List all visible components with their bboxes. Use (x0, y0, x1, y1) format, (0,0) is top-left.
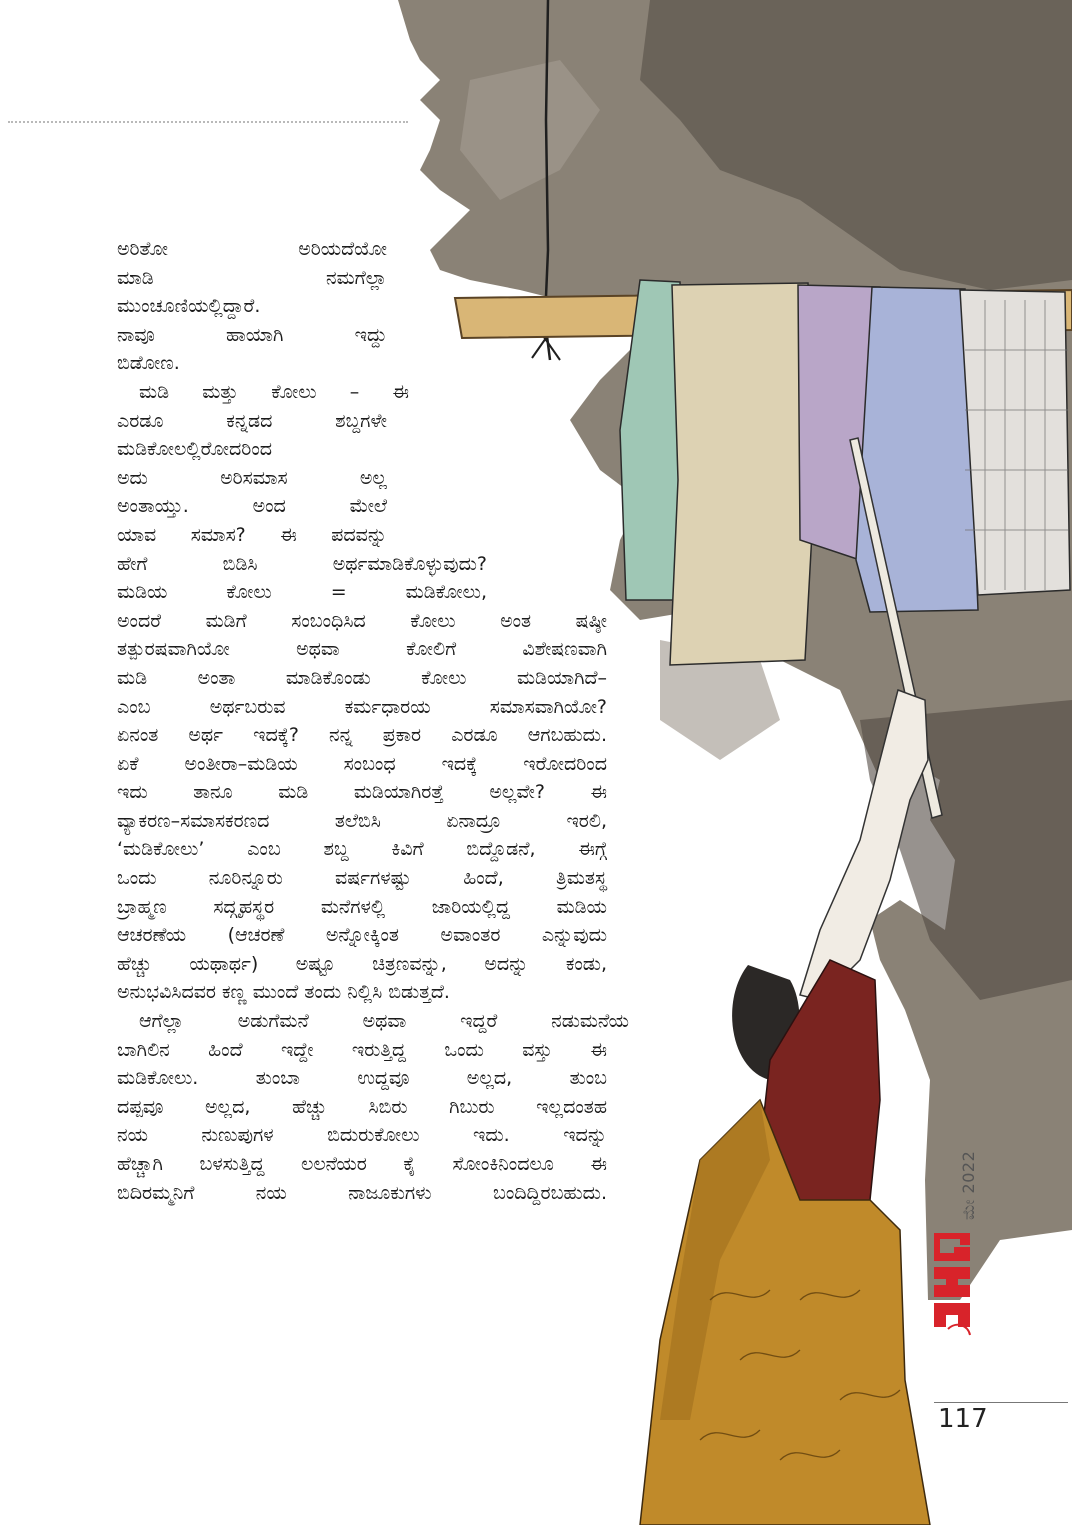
text-line: ಏಕೆ ಅಂತೀರಾ–ಮಡಿಯ ಸಂಬಂಧ ಇದಕ್ಕೆ ಇರೋದರಿಂದ (117, 752, 607, 775)
text-line: ಅದು ಅರಿಸಮಾಸ ಅಲ್ಲ (117, 466, 387, 489)
text-line: ಆಗೆಲ್ಲಾ ಅಡುಗೆಮನೆ ಅಥವಾ ಇದ್ದರೆ ನಡುಮನೆಯ (139, 1010, 629, 1033)
text-line: ಬಿಡೋಣ. (117, 352, 180, 375)
text-line: ಏನಂತ ಅರ್ಥ ಇದಕ್ಕೆ? ನನ್ನ ಪ್ರಕಾರ ಎರಡೂ ಆಗಬಹುದು. (117, 724, 607, 747)
text-line: ಹೆಚ್ಚಾಗಿ ಬಳಸುತ್ತಿದ್ದ ಲಲನೆಯರ ಕೈ ಸೋಂಕಿನಿಂದಲೂ ಈ (117, 1153, 607, 1175)
text-line: ಮಾಡಿ ನಮಗೆಲ್ಲಾ (117, 266, 387, 289)
text-line: ಬಿದಿರಮ್ಮನಿಗೆ ನಯ ನಾಜೂಕುಗಳು ಬಂದಿದ್ದಿರಬಹುದು. (117, 1181, 607, 1204)
text-line: ದಪ್ಪವೂ ಅಲ್ಲದ, ಹೆಚ್ಚು ಸಿಬಿರು ಗಿಬುರು ಇಲ್ಲದಂತಹ (117, 1095, 607, 1118)
text-line: ಮಡಿ ಮತ್ತು ಕೋಲು – ಈ (139, 380, 409, 403)
text-line: ಹೇಗೆ ಬಿಡಿಸಿ ಅರ್ಥಮಾಡಿಕೊಳ್ಳುವುದು? (117, 552, 487, 575)
text-line: ಆಚರಣೆಯ (ಆಚರಣೆ ಅನ್ನೋಕ್ಕಿಂತ ಅವಾಂತರ ಎನ್ನುವುದು (117, 924, 607, 947)
article-body (117, 235, 629, 1207)
text-line: ಮಡಿಕೋಲು. ತುಂಬಾ ಉದ್ದವೂ ಅಲ್ಲದ, ತುಂಬ (117, 1067, 607, 1090)
text-line: ಮುಂಚೂಣಿಯಲ್ಲಿದ್ದಾರೆ. (117, 295, 261, 318)
text-line: ಇದು ತಾನೂ ಮಡಿ ಮಡಿಯಾಗಿರತ್ತೆ ಅಲ್ಲವೇ? ಈ (117, 781, 607, 804)
blue-cloth (856, 287, 978, 612)
issue-date-text: ಮೇ 2022 (959, 1150, 978, 1220)
text-line: ಹೆಚ್ಚು ಯಥಾರ್ಥ) ಅಷ್ಟೂ ಚಿತ್ರಣವನ್ನು, ಅದನ್ನು ಕಂಡು, (117, 952, 607, 975)
page-number: 117 (938, 1404, 988, 1434)
text-line: ಅನುಭವಿಸಿದವರ ಕಣ್ಣ ಮುಂದೆ ತಂದು ನಿಲ್ಲಿಸಿ ಬಿಡುತ್ತದೆ. (117, 981, 450, 1004)
text-line: ಮಡಿಕೋಲಲ್ಲಿರೋದರಿಂದ (117, 438, 273, 461)
text-line: ವ್ಯಾಕರಣ–ಸಮಾಸಕರಣದ ತಲೆಬಿಸಿ ಏನಾದ್ರೂ ಇರಲಿ, (117, 809, 607, 832)
dotted-rule (8, 121, 408, 123)
check-cloth (960, 290, 1070, 595)
text-line: ಮಡಿಯ ಕೋಲು = ಮಡಿಕೋಲು, (117, 581, 487, 604)
footer-rule (934, 1402, 1068, 1403)
text-line: ಬ್ರಾಹ್ಮಣ ಸದ್ಗೃಹಸ್ಥರ ಮನೆಗಳಲ್ಲಿ ಜಾರಿಯಲ್ಲಿದ್ದ ಮಡಿಯ (117, 895, 607, 918)
text-line: ಮಡಿ ಅಂತಾ ಮಾಡಿಕೊಂಡು ಕೋಲು ಮಡಿಯಾಗಿದೆ– (117, 666, 607, 689)
issue-date (933, 1128, 983, 1218)
text-line: ಎಂಬ ಅರ್ಥಬರುವ ಕರ್ಮಧಾರಯ ಸಮಾಸವಾಗಿಯೋ? (117, 695, 607, 718)
text-line: ಬಾಗಿಲಿನ ಹಿಂದೆ ಇದ್ದೇ ಇರುತ್ತಿದ್ದ ಒಂದು ವಸ್ತು ಈ (117, 1038, 607, 1061)
text-line: ಅಂದರೆ ಮಡಿಗೆ ಸಂಬಂಧಿಸಿದ ಕೋಲು ಅಂತ ಷಷ್ಠೀ (117, 609, 607, 632)
magazine-logo (930, 1225, 974, 1340)
text-line: ಅರಿತೋ ಅರಿಯದೆಯೋ (117, 238, 387, 260)
text-line: ಎರಡೂ ಕನ್ನಡದ ಶಬ್ದಗಳೇ (117, 409, 387, 432)
text-line: ಒಂದು ನೂರಿನ್ನೂರು ವರ್ಷಗಳಷ್ಟು ಹಿಂದೆ, ತ್ರಿಮತಸ್ಥ (117, 867, 607, 890)
text-line: ‘ಮಡಿಕೋಲು’ ಎಂಬ ಶಬ್ದ ಕಿವಿಗೆ ಬಿದ್ದೊಡನೆ, ಈಗ್ಗೆ (117, 838, 607, 861)
text-line: ಅಂತಾಯ್ತು. ಅಂದ ಮೇಲೆ (117, 495, 387, 518)
text-line: ಯಾವ ಸಮಾಸ? ಈ ಪದವನ್ನು (117, 523, 387, 546)
beige-cloth (670, 283, 816, 665)
text-line: ತತ್ಪುರಷವಾಗಿಯೋ ಅಥವಾ ಕೋಲಿಗೆ ವಿಶೇಷಣವಾಗಿ (117, 638, 607, 661)
text-line: ನಯ ನುಣುಪುಗಳ ಬಿದುರುಕೋಲು ಇದು. ಇದನ್ನು (117, 1124, 607, 1147)
text-line: ನಾವೂ ಹಾಯಾಗಿ ಇದ್ದು (117, 323, 387, 346)
